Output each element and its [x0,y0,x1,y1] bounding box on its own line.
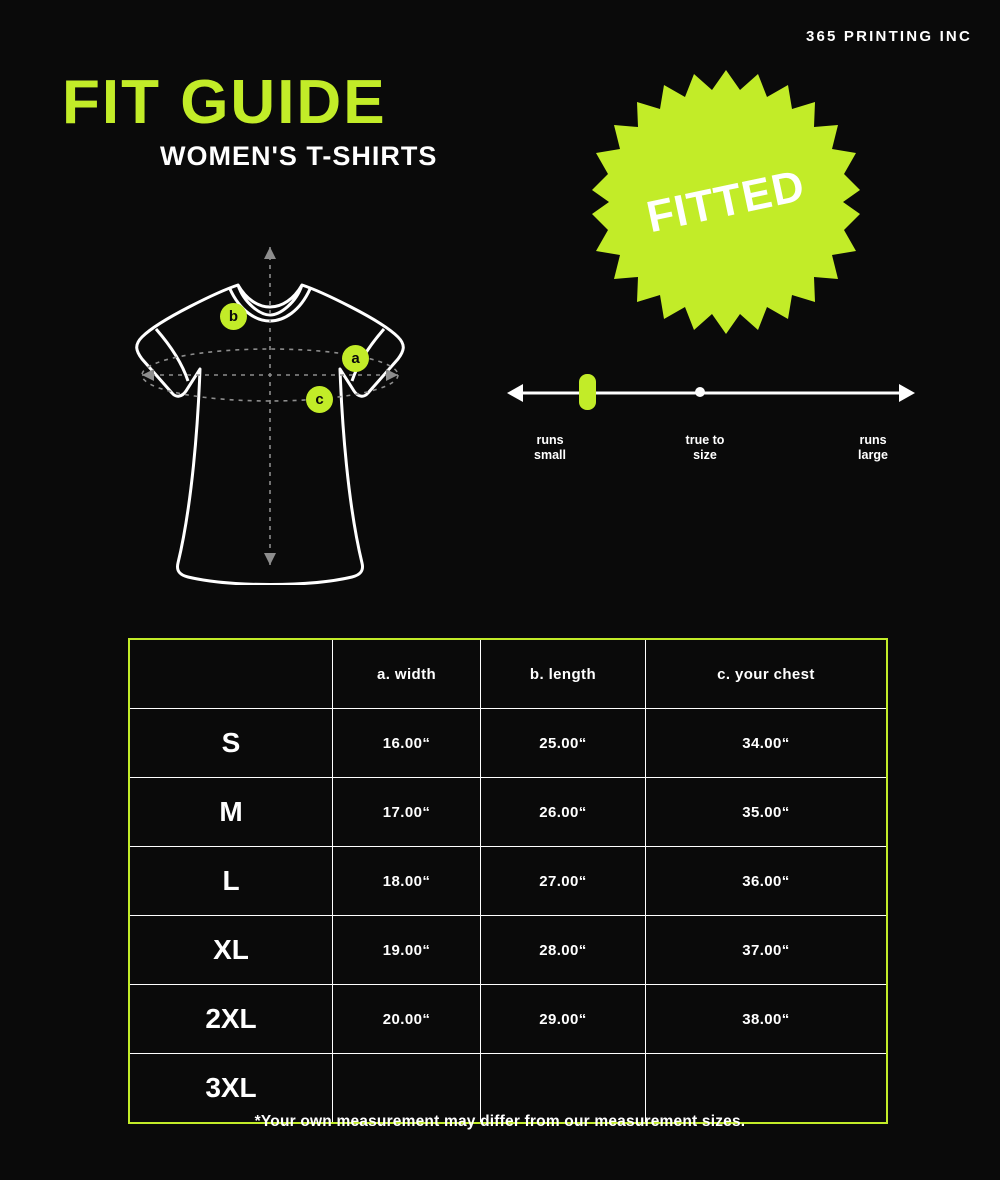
cell-size: XL [129,916,333,985]
cell-length: 25.00“ [481,709,646,778]
table-row [129,847,887,916]
cell-size: 2XL [129,985,333,1054]
marker-c: c [306,386,333,413]
cell-chest: 36.00“ [645,847,887,916]
table-row [129,916,887,985]
cell-length: 26.00“ [481,778,646,847]
scale-label-true-to-size [645,433,765,463]
cell-width: 16.00“ [333,709,481,778]
fit-scale-icon [505,370,917,416]
page-subtitle: WOMEN'S T-SHIRTS [160,141,438,171]
cell-chest: 38.00“ [645,985,887,1054]
cell-length: 27.00“ [481,847,646,916]
cell-chest: 34.00“ [645,709,887,778]
table-body [129,709,887,1124]
scale-label-runs-large-line1: runs [859,433,887,447]
scale-label-runs-large [818,433,928,463]
scale-label-runs-small [495,433,605,463]
tshirt-outline-icon [120,225,480,585]
cell-width: 20.00“ [333,985,481,1054]
cell-size: M [129,778,333,847]
marker-b: b [220,303,247,330]
table-row [129,709,887,778]
cell-length: 29.00“ [481,985,646,1054]
table-row [129,985,887,1054]
cell-width: 18.00“ [333,847,481,916]
scale-label-runs-large-line2: large [858,448,888,462]
cell-size: S [129,709,333,778]
column-header-size [129,639,333,709]
cell-chest: 35.00“ [645,778,887,847]
scale-label-runs-small-line2: small [534,448,566,462]
tshirt-diagram [120,225,480,585]
cell-chest: 37.00“ [645,916,887,985]
cell-width: 17.00“ [333,778,481,847]
cell-size: 3XL [129,1054,333,1124]
page-title: FIT GUIDE [62,68,387,137]
column-header-chest: c. your chest [645,639,887,709]
cell-size: L [129,847,333,916]
brand-name: 365 PRINTING INC [805,28,972,45]
scale-label-true-line2: size [693,448,717,462]
marker-a: a [342,345,369,372]
cell-length: 28.00“ [481,916,646,985]
table-row [129,778,887,847]
scale-label-runs-small-line1: runs [536,433,564,447]
cell-width: 19.00“ [333,916,481,985]
table-header-row [129,639,887,709]
table-header [129,639,887,709]
column-header-length: b. length [481,639,646,709]
size-chart-table [128,638,888,1124]
fitted-badge-label: FITTED [642,160,810,243]
scale-label-true-line1: true to [685,433,725,447]
footnote: *Your own measurement may differ from our measurement sizes. [254,1113,746,1130]
column-header-width: a. width [333,639,481,709]
